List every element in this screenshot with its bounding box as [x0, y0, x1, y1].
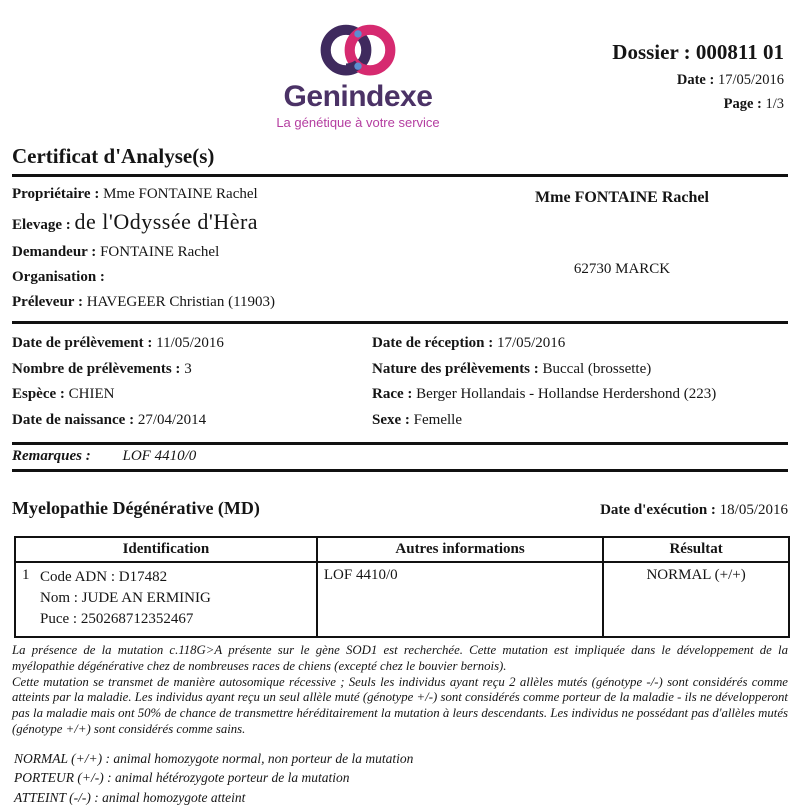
date-label: Date :: [676, 72, 715, 88]
espece-value: CHIEN: [68, 386, 115, 402]
date-reception-value: 17/05/2016: [496, 335, 566, 351]
date-naissance-label: Date de naissance :: [12, 411, 135, 428]
race-row: [372, 382, 788, 408]
page-line: [612, 96, 784, 113]
date-prelevement-value: 11/05/2016: [156, 335, 224, 351]
autres-informations-cell: LOF 4410/0: [317, 562, 603, 637]
results-table: [14, 536, 790, 638]
dossier-value: 000811 01: [695, 40, 784, 64]
legend-normal: NORMAL (+/+) : animal homozygote normal, non porteur de la mutation: [14, 750, 414, 766]
demandeur-value: FONTAINE Rachel: [100, 244, 220, 260]
genotype-legend: [14, 749, 788, 807]
sexe-label: Sexe :: [372, 411, 410, 428]
sample-section: [12, 324, 788, 442]
recipient-city: 62730 MARCK: [573, 261, 671, 277]
nom-line: Nom : JUDE AN ERMINIG: [40, 590, 211, 606]
date-value: 17/05/2016: [717, 72, 784, 88]
nombre-prelevements-label: Nombre de prélèvements :: [12, 360, 181, 377]
brand-wordmark: Genindexe: [283, 80, 433, 113]
elevage-value: de l'Odyssée d'Hèra: [74, 209, 259, 234]
identification-cell: [15, 562, 317, 637]
nature-prelevements-row: [372, 357, 788, 383]
nombre-prelevements-row: [12, 357, 372, 383]
remarks-value: LOF 4410/0: [122, 448, 197, 464]
espece-label: Espèce :: [12, 386, 65, 402]
nombre-prelevements-value: 3: [184, 360, 192, 377]
header-identification: Identification: [15, 537, 317, 562]
note-paragraph-1: La présence de la mutation c.118G>A présente sur le gène SOD1 est recherchée. Cette mutation est impliquée dans le développement de la myélopathie dégénérative chez de nombreuses races de chiens (excepté chez le bouvier bernois).: [12, 643, 788, 673]
date-reception-row: [372, 331, 788, 357]
interlocked-rings-icon: [310, 18, 406, 84]
nature-prelevements-label: Nature des prélèvements :: [372, 360, 539, 377]
organisation-label: Organisation :: [12, 269, 105, 285]
results-header-row: [15, 537, 789, 562]
date-line: [612, 72, 784, 89]
proprietaire-label: Propriétaire :: [12, 186, 100, 202]
preleveur-value: HAVEGEER Christian (11903): [86, 294, 276, 310]
header-resultat: Résultat: [603, 537, 789, 562]
date-naissance-value: 27/04/2014: [137, 411, 207, 428]
legend-atteint: ATTEINT (-/-) : animal homozygote atteint: [14, 789, 246, 805]
execution-date-value: 18/05/2016: [719, 502, 788, 518]
race-value: Berger Hollandais - Hollandse Herdershond (223): [416, 386, 717, 402]
execution-date-label: Date d'exécution :: [600, 502, 716, 518]
puce-line: Puce : 250268712352467: [40, 611, 194, 627]
rule-remarks-bottom: [12, 469, 788, 472]
remarks-row: [12, 445, 788, 469]
sample-left-column: [12, 331, 372, 433]
page-header: [0, 0, 800, 140]
execution-date-row: [600, 502, 788, 519]
legend-porteur: PORTEUR (+/-) : animal hétérozygote porteur de la mutation: [14, 770, 350, 786]
row-number: 1: [22, 567, 30, 583]
header-autres-informations: Autres informations: [317, 537, 603, 562]
page-value: 1/3: [765, 96, 784, 112]
race-label: Race :: [372, 386, 413, 402]
date-reception-label: Date de réception :: [372, 335, 494, 351]
analysis-header: [12, 498, 788, 519]
document-title: Certificat d'Analyse(s): [12, 144, 215, 168]
proprietaire-value: Mme FONTAINE Rachel: [103, 186, 258, 202]
code-adn-line: Code ADN : D17482: [40, 569, 168, 585]
sample-right-column: [372, 331, 788, 433]
preleveur-row: [12, 290, 788, 315]
file-info-block: [612, 40, 784, 113]
recipient-address-block: [452, 189, 792, 278]
date-naissance-row: [12, 408, 372, 434]
sexe-row: [372, 408, 788, 434]
dossier-label: Dossier :: [612, 40, 691, 64]
date-prelevement-label: Date de prélèvement :: [12, 335, 153, 351]
owner-section: [12, 177, 788, 321]
genindexe-logo: [258, 18, 458, 130]
recipient-name: Mme FONTAINE Rachel: [535, 189, 709, 206]
sexe-value: Femelle: [413, 411, 462, 428]
remarks-label: Remarques :: [12, 448, 91, 464]
brand-tagline: La génétique à votre service: [276, 115, 440, 130]
demandeur-label: Demandeur :: [12, 244, 97, 260]
explanation-notes: [12, 643, 788, 738]
elevage-label: Elevage :: [12, 217, 71, 233]
resultat-cell: NORMAL (+/+): [603, 562, 789, 637]
page-label: Page :: [723, 96, 762, 112]
dossier-line: [612, 40, 784, 65]
preleveur-label: Préleveur :: [12, 294, 83, 310]
analysis-title: Myelopathie Dégénérative (MD): [12, 498, 260, 518]
espece-row: [12, 382, 372, 408]
date-prelevement-row: [12, 331, 372, 357]
note-paragraph-2: Cette mutation se transmet de manière autosomique récessive ; Seuls les individus ayant reçu 2 allèles mutés (génotype -/-) sont considérés comme atteints par la maladie. Les individus ayant reçu un seul allèle muté (génotype +/-) sont considérés comme porteur de la maladie - ils ne développeront pas la maladie mais ont 50% de chance de transmettre héréditairement la mutation à leurs descendants. Les individus ne possédant pas d'allèles mutés (génotype +/+) sont considérés comme sains.: [12, 674, 788, 736]
nature-prelevements-value: Buccal (brossette): [542, 360, 652, 377]
results-data-row: [15, 562, 789, 637]
